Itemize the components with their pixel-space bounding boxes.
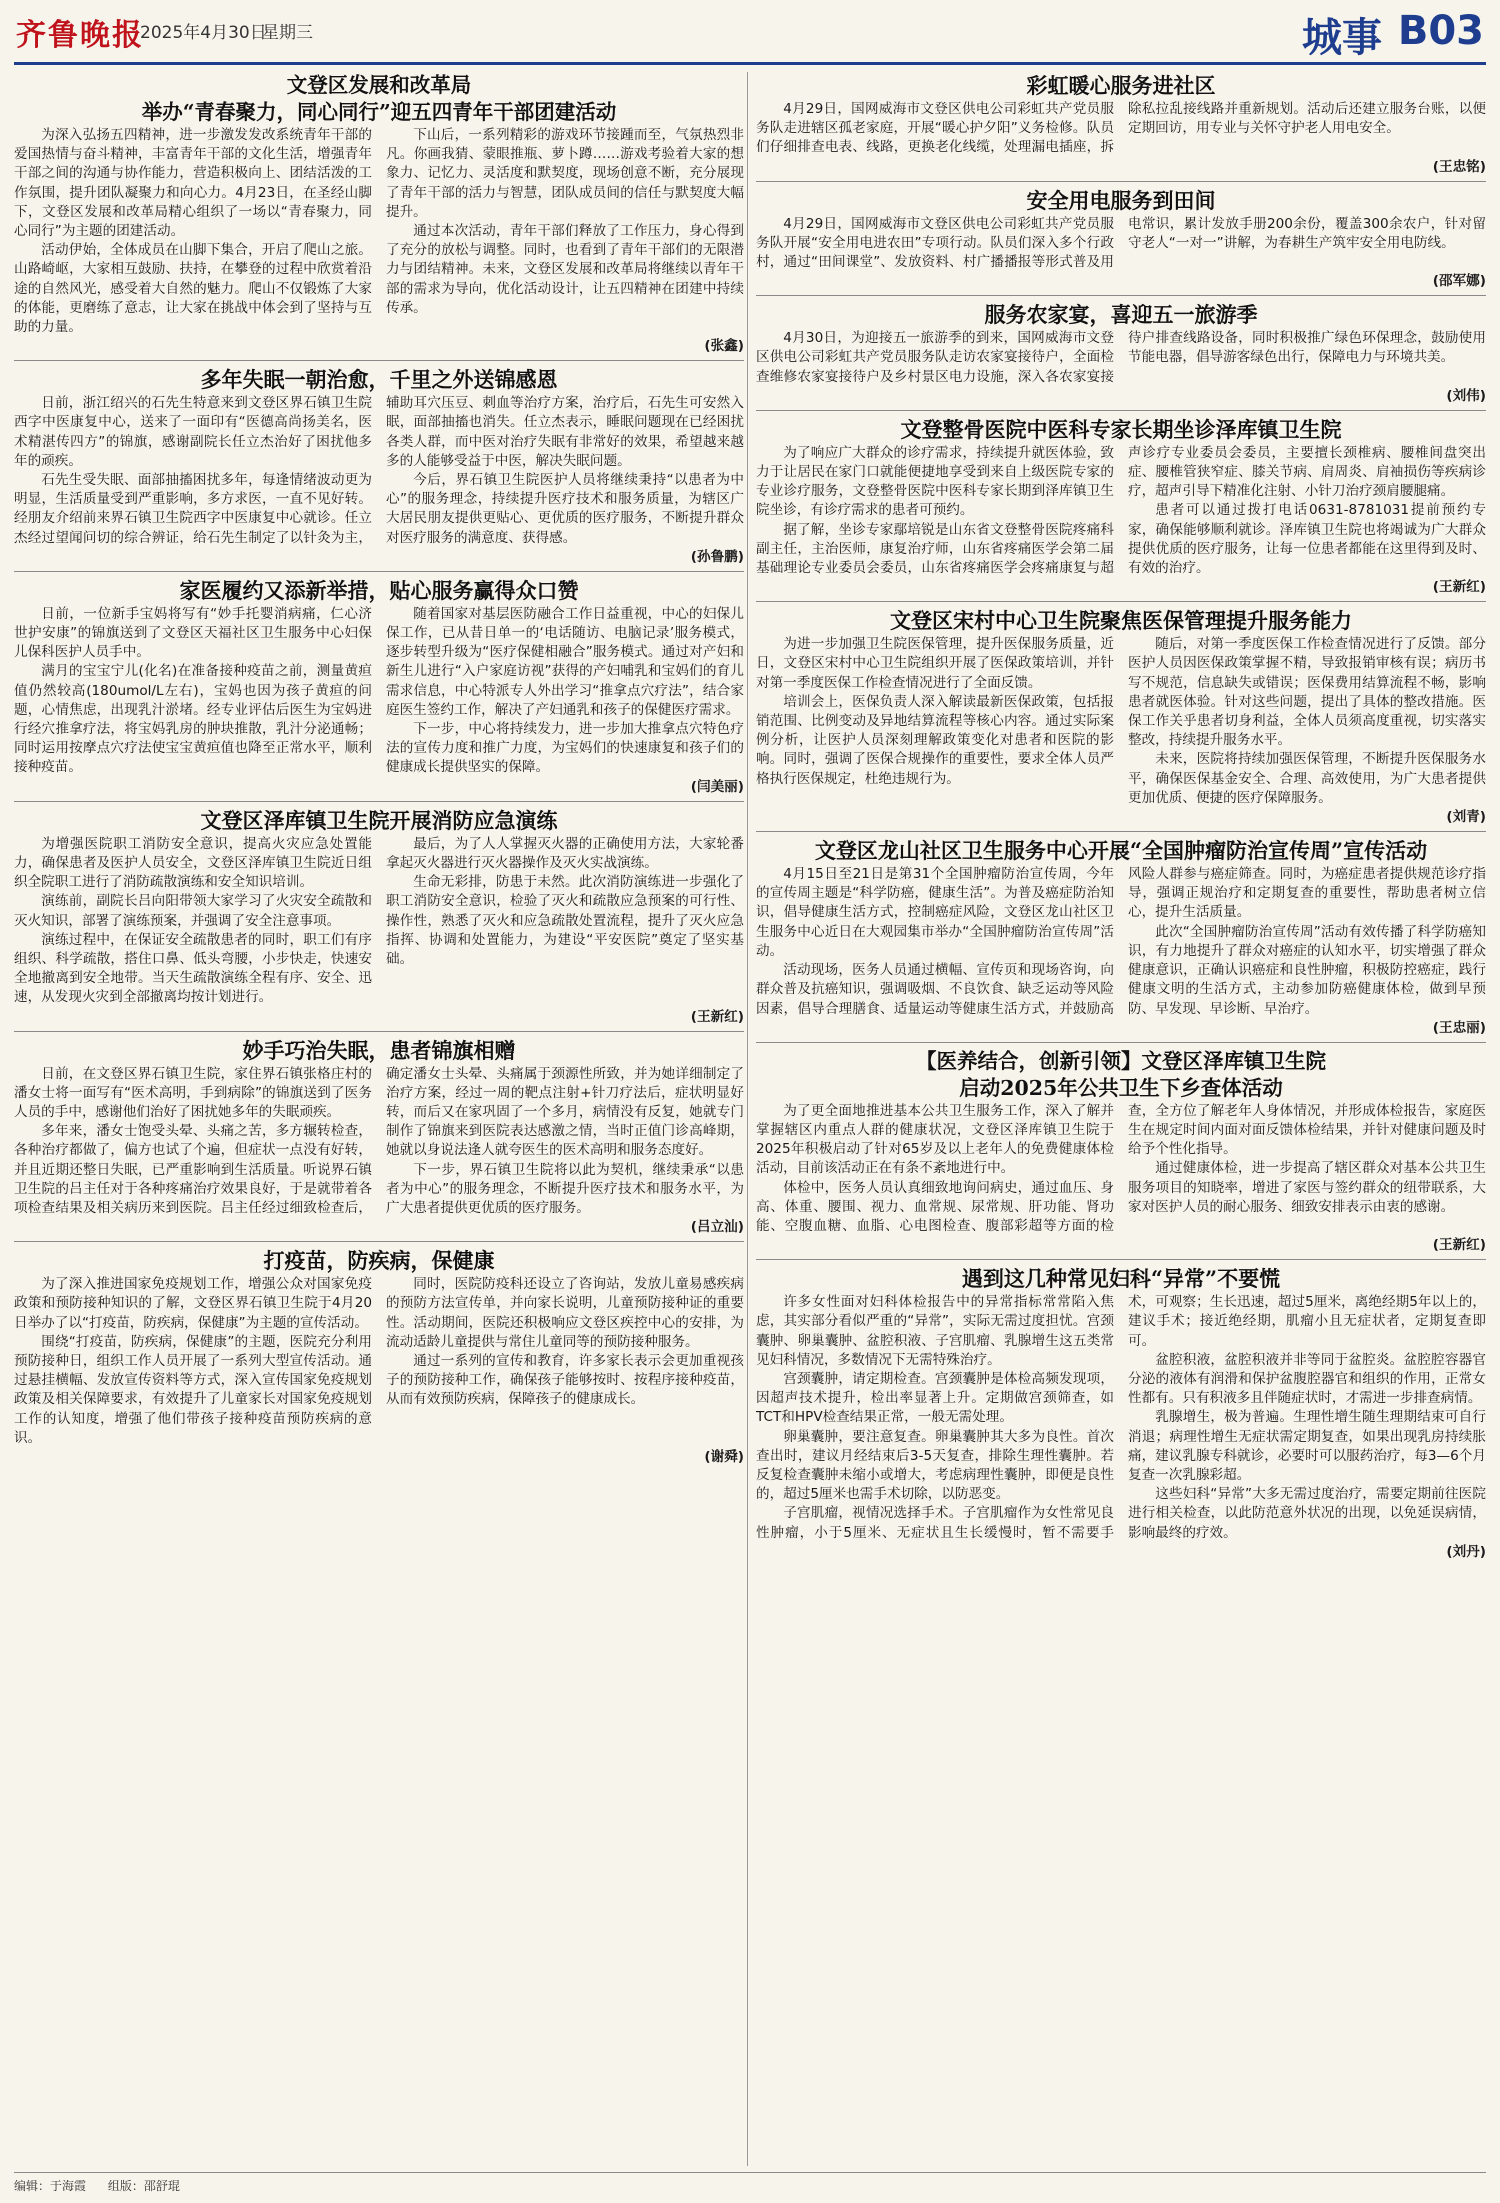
page-number: B03 [1397, 8, 1484, 54]
article [14, 575, 744, 802]
article-paragraph: 日前，在文登区界石镇卫生院，家住界石镇张格庄村的潘女士将一面写有“医术高明，手到病除”的锦旗送到了医务人员的手中，感谢他们治好了困扰她多年的失眠顽疾。 [14, 1065, 372, 1120]
article-paragraph: 通过健康体检，进一步提高了辖区群众对基本公共卫生服务项目的知晓率，增进了家医与签约群众的纽带联系，大家对医护人员的耐心服务、细致安排表示由衷的感谢。 [1128, 1160, 1486, 1215]
article-paragraph: 许多女性面对妇科体检报告中的异常指标常常陷入焦虑，其实部分看似严重的“异常”，实际无需过度担忧。宫颈囊肿、卵巢囊肿、盆腔积液、子宫肌瘤、乳腺增生这五类常见妇科情况，多数情况下无需特殊治疗。 [756, 1294, 1114, 1368]
editor-credit: 编辑：于海霞 [14, 2179, 87, 2193]
article-paragraph: 4月29日，国网威海市文登区供电公司彩虹共产党员服务队走进辖区孤老家庭，开展“暖心护夕阳”义务检修。队员们仔细排查电表、线路，更换老化线缆，处理漏电插座，拆除私拉乱接线路并重新规划。活动后还建立服务台账，以便定期回访，用专业与关怀守护老人用电安全。 [756, 101, 1486, 156]
article-paragraph: 未来，医院将持续加强医保管理，不断提升医保服务水平，确保医保基金安全、合理、高效使用，为广大患者提供更加优质、便捷的医疗保障服务。 [1128, 751, 1486, 806]
layout-credit: 组版：邵舒琨 [107, 2179, 180, 2193]
article [756, 185, 1486, 297]
article-paragraph: 满月的宝宝宁儿(化名)在准备接种疫苗之前，测量黄疸值仍然较高(180umol/L左右)，宝妈也因为孩子黄疸的问题，心情焦虑，出现乳汁淤堵。经专业评估后医生为宝妈进行经穴推拿疗法，将宝妈乳房的肿块推散，乳汁分泌通畅；同时运用按摩点穴疗法使宝宝黄疸值也降至正常水平，顺利接种疫苗。 [14, 663, 372, 776]
article-byline: (刘伟) [1446, 387, 1486, 404]
article-byline: (孙鲁鹏) [690, 548, 744, 565]
article [756, 605, 1486, 832]
article-body [756, 215, 1486, 273]
article [14, 70, 744, 361]
article-paragraph: 4月15日至21日是第31个全国肿瘤防治宣传周，今年的宣传周主题是“科学防癌，健康生活”。为普及癌症防治知识，倡导健康生活方式，控制癌症风险，文登区龙山社区卫生服务中心近日在大观园集市举办“全国肿瘤防治宣传周”活动。 [756, 866, 1114, 959]
article-paragraph: 随后，对第一季度医保工作检查情况进行了反馈。部分医护人员因医保政策掌握不精，导致报销审核有误；病历书写不规范，信息缺失或错误；医保费用结算流程不畅，影响患者就医体验。针对这些问题，提出了具体的整改措施。医保工作关乎患者切身利益，全体人员须高度重视，切实落实整改，持续提升服务水平。 [1128, 636, 1486, 749]
article [756, 1263, 1486, 1566]
article-paragraph: 4月30日，为迎接五一旅游季的到来，国网威海市文登区供电公司彩虹共产党员服务队走访农家宴接待户，全面检查维修农家宴接待户及乡村景区电力设施，深入各农家宴接待户排查线路设备，同时积极推广绿色环保理念，鼓励使用节能电器，倡导游客绿色出行，保障电力与环境共美。 [756, 330, 1486, 385]
left-column [14, 70, 744, 2168]
article-body [756, 1102, 1486, 1236]
article-paragraph: 通过一系列的宣传和教育，许多家长表示会更加重视孩子的预防接种工作，确保孩子能够按时、按程序接种疫苗，从而有效预防疾病，保障孩子的健康成长。 [386, 1352, 744, 1408]
article-paragraph: 日前，浙江绍兴的石先生特意来到文登区界石镇卫生院西字中医康复中心，送来了一面印有“医德高尚扬美名，医术精湛传四方”的锦旗，感谢副院长任立杰治好了困扰他多年的顽疾。 [14, 395, 372, 469]
article-body [756, 1293, 1486, 1543]
article [756, 70, 1486, 182]
article-paragraph: 为深入弘扬五四精神，进一步激发发改系统青年干部的爱国热情与奋斗精神，丰富青年干部的文化生活，增强青年干部之间的沟通与协作能力，营造积极向上、团结活泼的工作氛围，提升团队凝聚力和向心力。4月23日，在圣经山脚下，文登区发展和改革局精心组织了一场以“青春聚力，同心同行”为主题的团建活动。 [14, 127, 372, 240]
article-paragraph: 演练前，副院长吕向阳带领大家学习了火灾安全疏散和灭火知识，部署了演练预案，并强调了安全注意事项。 [14, 893, 372, 929]
article-paragraph: 今后，界石镇卫生院医护人员将继续秉持“以患者为中心”的服务理念，持续提升医疗技术和服务质量，为辖区广大居民朋友提供更贴心、更优质的医疗服务，不断提升群众对医疗服务的满意度、获得感。 [386, 472, 744, 546]
article-paragraph: 通过本次活动，青年干部们释放了工作压力，身心得到了充分的放松与调整。同时，也看到了青年干部们的无限潜力与团结精神。未来，文登区发展和改革局将继续以青年干部的需求为导向，优化活动设计，让五四精神在团建中持续传承。 [386, 223, 744, 316]
article-body [14, 1275, 744, 1448]
article-body [14, 835, 744, 1008]
issue-weekday: 星期三 [262, 23, 313, 43]
article-paragraph: 据了解，坐诊专家鄢培锐是山东省文登整骨医院疼痛科副主任，主治医师，康复治疗师，山东省疼痛医学会第二届基础理论专业委员会委员，山东省疼痛医学会疼痛康复与超声诊疗专业委员会委员，主要擅长颈椎病、腰椎间盘突出症、腰椎管狭窄症、膝关节病、肩周炎、肩袖损伤等疾病诊疗，超声引导下精准化注射、小针刀治疗颈肩腰腿痛。 [756, 444, 1486, 577]
article [14, 1035, 744, 1243]
article-byline: (王忠丽) [1432, 1019, 1486, 1036]
article [14, 805, 744, 1032]
article-paragraph: 活动现场，医务人员通过横幅、宣传页和现场咨询，向群众普及抗癌知识，强调吸烟、不良饮食、缺乏运动等风险因素，倡导合理膳食、适量运动等健康生活方式，并鼓励高风险人群参与癌症筛查。同时，为癌症患者提供规范诊疗指导，强调正规治疗和定期复查的重要性，帮助患者树立信心，提升生活质量。 [756, 866, 1486, 1017]
article-body [756, 635, 1486, 808]
article-paragraph: 为了更全面地推进基本公共卫生服务工作，深入了解并掌握辖区内重点人群的健康状况，文登区泽库镇卫生院于2025年积极启动了针对65岁及以上老年人的免费健康体检活动，目前该活动正在有条不紊地进行中。 [756, 1102, 1114, 1177]
article-body [756, 329, 1486, 387]
article-title: 启动2025年公共卫生下乡查体活动 [959, 1075, 1283, 1100]
issue-date: 2025年4月30日 [140, 23, 267, 43]
page-header [0, 0, 1500, 68]
article-paragraph: 宫颈囊肿，请定期检查。宫颈囊肿是体检高频发现项，因超声技术提升，检出率显著上升。定期做宫颈筛查，如TCT和HPV检查结果正常，一般无需处理。 [756, 1370, 1114, 1426]
column-divider [747, 72, 748, 2166]
article-byline: (邵军娜) [1432, 273, 1486, 290]
article-title: 文登区龙山社区卫生服务中心开展“全国肿瘤防治宣传周”宣传活动 [814, 838, 1428, 864]
article-title: 安全用电服务到田间 [1026, 187, 1216, 213]
article [756, 414, 1486, 602]
article-paragraph: 为增强医院职工消防安全意识，提高火灾应急处置能力，确保患者及医护人员安全，文登区泽库镇卫生院近日组织全院职工进行了消防疏散演练和安全知识培训。 [14, 835, 372, 891]
article-paragraph: 石先生受失眠、面部抽搐困扰多年，每逢情绪波动更为明显，生活质量受到严重影响，多方求医，一直不见好转。经朋友介绍前来界石镇卫生院西字中医康复中心就诊。任立杰经过望闻问切的综合辨证，给石先生制定了以针灸为主，辅助耳穴压豆、刺血等治疗方案，治疗后，石先生可安然入眠，面部抽搐也消失。任立杰表示，睡眠问题现在已经困扰各类人群，而中医对治疗失眠有非常好的效果，希望越来越多的人能够受益于中医，解决失眠问题。 [14, 395, 744, 546]
article [756, 835, 1486, 1043]
article-byline: (闫美丽) [690, 778, 744, 795]
article-body [14, 394, 744, 548]
article-byline: (谢舜) [704, 1448, 744, 1465]
article-paragraph: 培训会上，医保负责人深入解读最新医保政策，包括报销范围、比例变动及异地结算流程等核心内容。通过实际案例分析，让医护人员深刻理解政策变化对患者和医院的影响。同时，强调了医保合规操作的重要性，要求全体人员严格执行医保规定，杜绝违规行为。 [756, 693, 1114, 787]
newspaper-masthead: 齐鲁晚报 [16, 18, 144, 53]
article-paragraph: 下山后，一系列精彩的游戏环节接踵而至，气氛热烈非凡。你画我猜、蒙眼推瓶、萝卜蹲……游戏考验着大家的想象力、记忆力、灵活度和默契度，现场创意不断，充分展现了青年干部的活力与智慧，团队成员间的信任与默契度大幅提升。 [386, 127, 744, 220]
article-paragraph: 下一步，界石镇卫生院将以此为契机，继续秉承“以患者为中心”的服务理念，不断提升医疗技术和服务水平，为广大患者提供更优质的医疗服务。 [386, 1161, 744, 1216]
article-paragraph: 4月29日，国网威海市文登区供电公司彩虹共产党员服务队开展“安全用电进农田”专项行动。队员们深入多个行政村，通过“田间课堂”、发放资料、村广播播报等形式普及用电常识，累计发放手册200余份，覆盖300余农户，针对留守老人“一对一”讲解，为春耕生产筑牢安全用电防线。 [756, 215, 1486, 271]
article-paragraph: 围绕“打疫苗，防疾病，保健康”的主题，医院充分利用预防接种日，组织工作人员开展了一系列大型宣传活动。通过悬挂横幅、发放宣传资料等方式，深入宣传国家免疫规划政策及相关保障要求，有效提升了儿童家长对国家免疫规划工作的认知度，增强了他们带孩子接种疫苗预防疾病的意识。 [14, 1333, 372, 1446]
article-title: 举办“青春聚力，同心同行”迎五四青年干部团建活动 [141, 100, 617, 124]
article-paragraph: 随着国家对基层医防融合工作日益重视，中心的妇保儿保工作，已从昔日单一的‘电话随访、电脑记录’服务模式，逐步转型升级为“医疗保健相融合”服务模式。通过对产妇和新生儿进行“入户家庭访视”获得的产妇哺乳和宝妈们的育儿需求信息，中心特派专人外出学习“推拿点穴疗法”，结合家庭医生签约工作，解决了产妇通乳和孩子的保健医疗需求。 [386, 605, 744, 718]
article-paragraph: 为进一步加强卫生院医保管理，提升医保服务质量，近日，文登区宋村中心卫生院组织开展了医保政策培训，并针对第一季度医保工作检查情况进行了全面反馈。 [756, 636, 1114, 691]
page-footer [14, 2172, 1486, 2201]
article-title: 遇到这几种常见妇科“异常”不要慌 [961, 1266, 1281, 1292]
article [14, 364, 744, 572]
article-paragraph: 最后，为了人人掌握灭火器的正确使用方法，大家轮番拿起灭火器进行灭火器操作及灭火实战演练。 [386, 835, 744, 871]
article-title: 家医履约又添新举措，贴心服务赢得众口赞 [179, 577, 579, 603]
article-body [14, 605, 744, 778]
article-paragraph: 活动伊始，全体成员在山脚下集合，开启了爬山之旅。山路崎岖，大家相互鼓励、扶持，在攀登的过程中欣赏着沿途的自然风光，感受着大自然的魅力。爬山不仅锻炼了大家的体能，更磨练了意志，让大家在挑战中体会到了坚持与互助的力量。 [14, 242, 372, 336]
article-title: 服务农家宴，喜迎五一旅游季 [984, 302, 1258, 328]
article-kicker: 【医养结合，创新引领】文登区泽库镇卫生院 [916, 1048, 1326, 1073]
article-byline: (刘青) [1446, 809, 1486, 826]
article-body [756, 444, 1486, 578]
article-body [756, 865, 1486, 1019]
article-paragraph: 同时，医院防疫科还设立了咨询站，发放儿童易感疾病的预防方法宣传单，并向家长说明，儿童预防接种证的重要性。活动期间，医院还积极响应文登区疾控中心的安排，为流动适龄儿童提供与常住儿童同等的预防接种服务。 [386, 1276, 744, 1350]
article-paragraph: 盆腔积液，盆腔积液并非等同于盆腔炎。盆腔腔容器官分泌的液体有润滑和保护盆腹腔器官和组织的作用，正常女性都有。只有积液多且伴随症状时，才需进一步排查病情。 [1128, 1351, 1486, 1407]
article-byline: (王新红) [690, 1008, 744, 1025]
article-paragraph: 子宫肌瘤，视情况选择手术。子宫肌瘤作为女性常见良性肿瘤，小于5厘米、无症状且生长缓慢时，暂不需要手术，可观察；生长迅速，超过5厘米，离绝经期5年以上的，建议手术；接近绝经期，肌瘤小且无症状者，定期复查即可。 [756, 1294, 1486, 1541]
article-paragraph: 演练过程中，在保证安全疏散患者的同时，职工们有序组织、科学疏散，搭住口鼻、低头弯腰，小步快走，快速安全地撤离到安全地带。当天生疏散演练全程有序、安全、迅速，从发现火灾到全部撤离均按计划进行。 [14, 931, 372, 1006]
article-paragraph: 多年来，潘女士饱受头晕、头痛之苦，多方辗转检查，各种治疗都做了，偏方也试了个遍，但症状一点没有好转，并且近期还整日失眠，已严重影响到生活质量。听说界石镇卫生院的吕主任对于各种疼痛治疗效果良好，于是就带着各项检查结果及相关病历来到医院。吕主任经过细致检查后，确定潘女士头晕、头痛属于颈源性所致，并为她详细制定了治疗方案，经过一周的靶点注射+针刀疗法后，症状明显好转，而后又在家巩固了一个多月，病情没有反复，她就专门制作了锦旗来到医院表达感激之情，当时正值门诊高峰期，她就以身说法逢人就夸医生的医术高明和服务态度好。 [14, 1065, 744, 1216]
article-kicker: 文登区发展和改革局 [286, 73, 472, 97]
article-byline: (王新红) [1432, 1237, 1486, 1254]
article-byline: (王新红) [1432, 579, 1486, 596]
article-paragraph: 此次“全国肿瘤防治宣传周”活动有效传播了科学防癌知识，有力地提升了群众对癌症的认知水平，切实增强了群众健康意识，正确认识癌症和良性肿瘤，积极防控癌症，践行健康文明的生活方式，主动参加防癌健康体检，做到早预防、早发现、早诊断、早治疗。 [1128, 923, 1486, 1017]
article-paragraph: 为了响应广大群众的诊疗需求，持续提升就医体验，致力于让居民在家门口就能便捷地享受到来自上级医院专家的专业诊疗服务，文登整骨医院中医科专家长期到泽库镇卫生院坐诊，有诊疗需求的患者可预约。 [756, 444, 1114, 519]
article-body [14, 1065, 744, 1219]
article-paragraph: 为了深入推进国家免疫规划工作，增强公众对国家免疫政策和预防接种知识的了解，文登区界石镇卫生院于4月20日举办了以“打疫苗，防疾病，保健康”为主题的宣传活动。 [14, 1276, 372, 1331]
article-paragraph: 这些妇科“异常”大多无需过度治疗，需要定期前往医院进行相关检查，以此防范意外状况的出现，以免延误病情，影响最终的疗效。 [1128, 1486, 1486, 1541]
article-title: 多年失眠一朝治愈，千里之外送锦感恩 [200, 367, 558, 393]
right-column [756, 70, 1486, 2168]
article-paragraph: 下一步，中心将持续发力，进一步加大推拿点穴特色疗法的宣传力度和推广力度，为宝妈们的快速康复和孩子们的健康成长提供坚实的保障。 [386, 721, 744, 776]
article-title: 文登整骨医院中医科专家长期坐诊泽库镇卫生院 [900, 416, 1342, 442]
article-paragraph: 患者可以通过拨打电话0631-8781031提前预约专家，确保能够顺利就诊。泽库镇卫生院也将竭诚为广大群众提供优质的医疗服务，让每一位患者都能在这里得到及时、有效的治疗。 [1128, 502, 1486, 577]
article-paragraph: 生命无彩排，防患于未然。此次消防演练进一步强化了职工消防安全意识，检验了灭火和疏散应急预案的可行性、操作性，熟悉了灭火和应急疏散处置流程，提升了灭火应急指挥、协调和处置能力，为建设“平安医院”奠定了坚实基础。 [386, 874, 744, 967]
article-title: 文登区泽库镇卫生院开展消防应急演练 [200, 807, 558, 833]
article-paragraph: 体检中，医务人员认真细致地询问病史，通过血压、身高、体重、腰围、视力、血常规、尿常规、肝功能、肾功能、空腹血糖、血脂、心电图检查、腹部彩超等方面的检查，全方位了解老年人身体情况，并形成体检报告，家庭医生在规定时间内面对面反馈体检结果，并针对健康问题及时给予个性化指导。 [756, 1102, 1486, 1234]
header-rule [14, 62, 1486, 65]
article-byline: (张鑫) [704, 338, 744, 355]
article [756, 1046, 1486, 1260]
article-byline: (吕立汕) [690, 1219, 744, 1236]
article-paragraph: 日前，一位新手宝妈将写有“妙手托婴消病痛，仁心济世护安康”的锦旗送到了文登区天福社区卫生服务中心妇保儿保科医护人员手中。 [14, 605, 372, 661]
article-title: 妙手巧治失眠，患者锦旗相赠 [242, 1037, 516, 1063]
article-paragraph: 卵巢囊肿，要注意复查。卵巢囊肿其大多为良性。首次查出时，建议月经结束后3-5天复查，排除生理性囊肿。若反复检查囊肿未缩小或增大，考虑病理性囊肿，即便是良性的，超过5厘米也需手术切除，以防恶变。 [756, 1428, 1114, 1503]
article-title: 彩虹暖心服务进社区 [1026, 73, 1216, 98]
article [756, 299, 1486, 411]
article-byline: (刘丹) [1446, 1543, 1486, 1560]
article-byline: (王忠铭) [1432, 158, 1486, 175]
article-body [14, 126, 744, 337]
article-paragraph: 乳腺增生，极为普遍。生理性增生随生理期结束可自行消退；病理性增生无症状需定期复查，如果出现乳房持续胀痛，建议乳腺专科就诊，必要时可以服药治疗，每3—6个月复查一次乳腺彩超。 [1128, 1409, 1486, 1483]
article [14, 1245, 744, 1471]
section-name: 城事 [1302, 14, 1382, 61]
article-title: 文登区宋村中心卫生院聚焦医保管理提升服务能力 [890, 608, 1352, 634]
article-title: 打疫苗，防疾病，保健康 [263, 1248, 495, 1274]
article-body [756, 100, 1486, 158]
